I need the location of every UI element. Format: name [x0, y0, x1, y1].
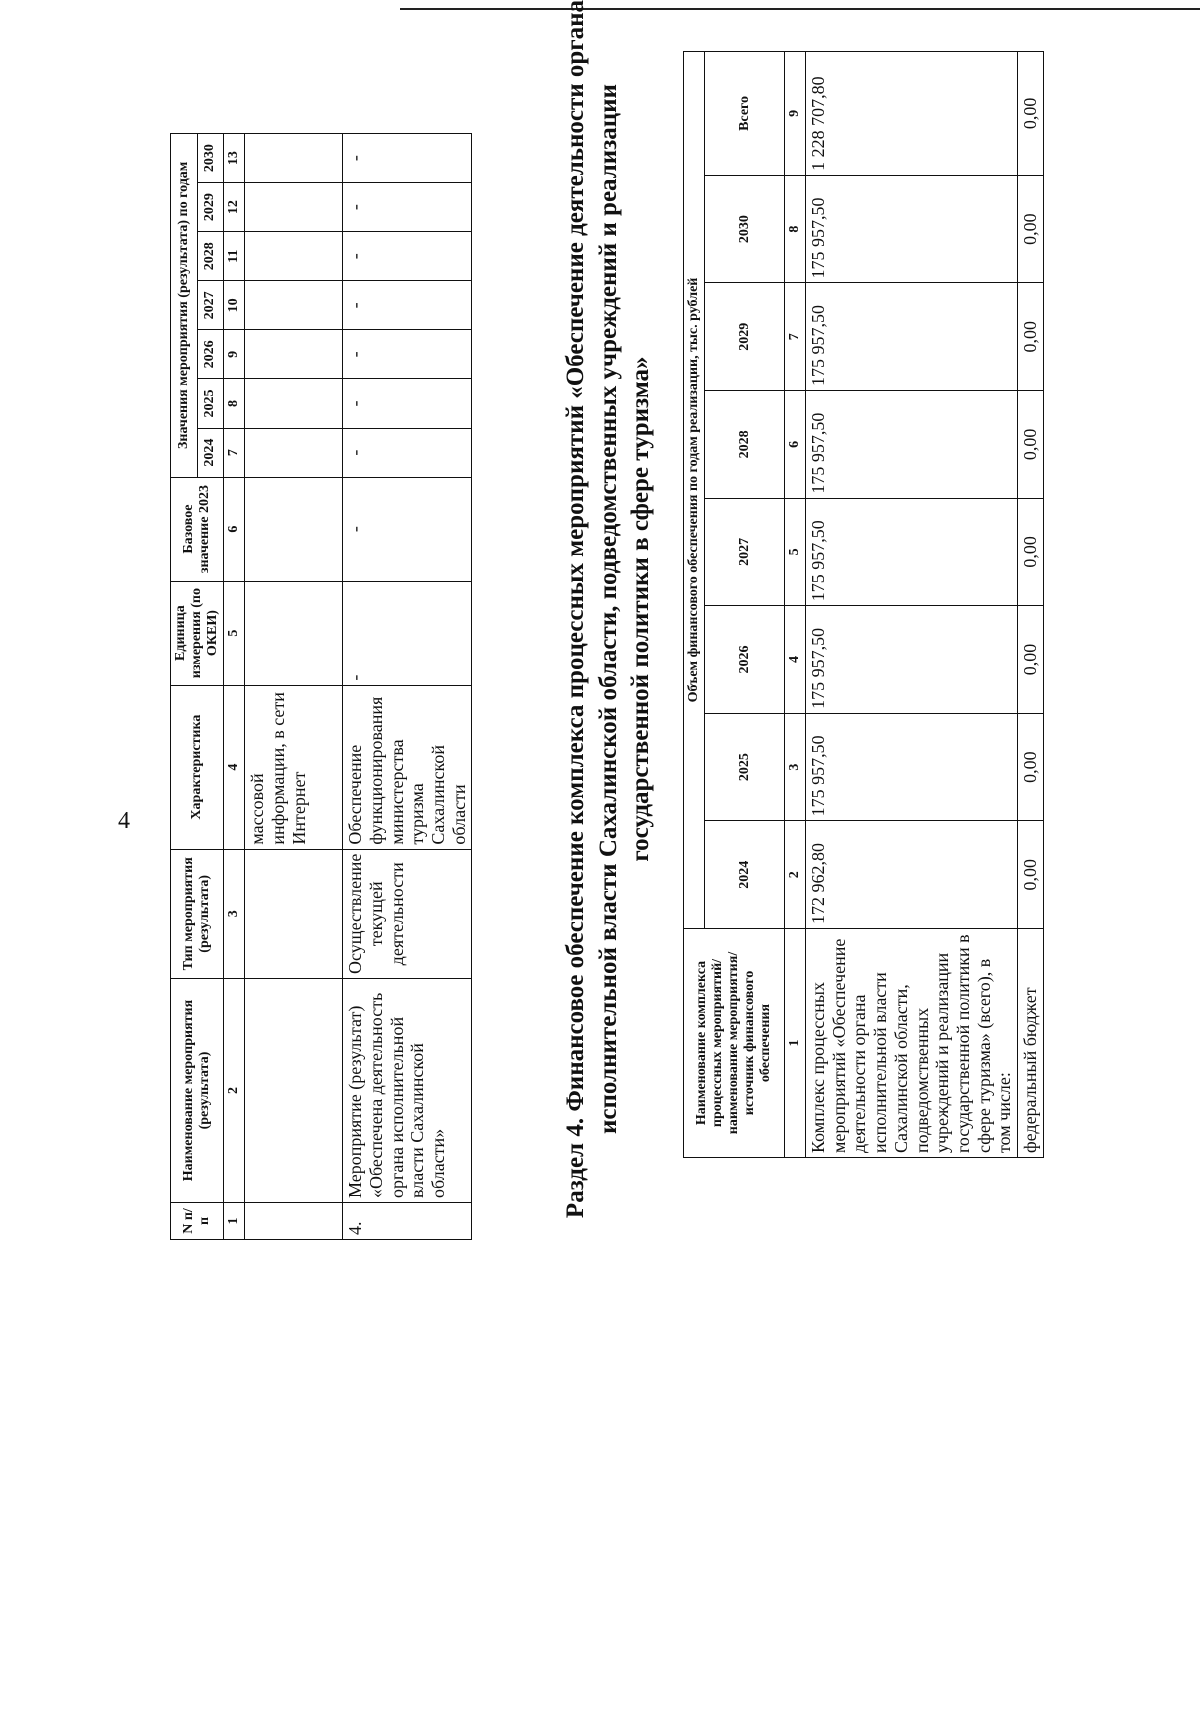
- activity-characteristic: Обеспечение функционирования министерства туризма Сахалинской области: [343, 685, 472, 849]
- activities-table: [170, 133, 472, 1240]
- col-number: 1: [785, 929, 806, 1158]
- value-cell: -: [343, 428, 472, 477]
- value-cell: -: [343, 281, 472, 330]
- amount-cell: 0,00: [1017, 713, 1043, 821]
- table2-column-numbers-row: [785, 52, 806, 1158]
- activity-name: Мероприятие (результат) «Обеспечена деятельность органа исполнительной власти Сахалинской области»: [343, 979, 472, 1203]
- amount-cell: 175 957,50: [806, 498, 1018, 606]
- col-number: 5: [224, 581, 245, 685]
- col-number: 10: [224, 281, 245, 330]
- amount-cell: 172 962,80: [806, 821, 1018, 929]
- total-cell: 1 228 707,80: [806, 52, 1018, 176]
- table2-header-row: [684, 52, 705, 1158]
- table-row: [1017, 52, 1043, 1158]
- col-number: 4: [224, 685, 245, 849]
- year-cell: 2027: [197, 281, 224, 330]
- complex-name: Комплекс процессных мероприятий «Обеспечение деятельности органа исполнительной власти Сахалинской области, подведомственных учреждений и реализации государственной политики в сфере туризма» (всего), в том числе:: [806, 929, 1018, 1158]
- header-name: Наименование мероприятия (результата): [171, 979, 224, 1203]
- empty-cell: [245, 232, 343, 281]
- amount-cell: 175 957,50: [806, 175, 1018, 283]
- activity-base: -: [343, 477, 472, 581]
- header-total: Всего: [705, 52, 785, 176]
- activity-type: Осуществление текущей деятельности: [343, 849, 472, 978]
- table1-continuation-row: [245, 134, 343, 1240]
- empty-cell: [245, 330, 343, 379]
- col-number: 9: [224, 330, 245, 379]
- empty-cell: [245, 477, 343, 581]
- amount-cell: 0,00: [1017, 606, 1043, 714]
- amount-cell: 175 957,50: [806, 606, 1018, 714]
- year-cell: 2030: [197, 134, 224, 183]
- table1-header-row: [171, 134, 198, 1240]
- year-cell: 2027: [705, 498, 785, 606]
- characteristic-cell: массовой информации, в сети Интернет: [245, 685, 343, 849]
- source-name: федеральный бюджет: [1017, 929, 1043, 1158]
- col-number: 4: [785, 606, 806, 714]
- header-values-by-year: Значения мероприятия (результата) по годам: [171, 134, 198, 478]
- year-cell: 2026: [705, 606, 785, 714]
- empty-cell: [245, 849, 343, 978]
- empty-cell: [245, 428, 343, 477]
- col-number: 3: [785, 713, 806, 821]
- year-cell: 2025: [197, 379, 224, 428]
- empty-cell: [245, 134, 343, 183]
- section-title: Раздел 4. Финансовое обеспечение комплекса процессных мероприятий «Обеспечение деятельности органа исполнительной власти Сахалинской области, подведомственных учреждений и реализации государственной политики в сфере туризма»: [562, 0, 654, 1219]
- header-volume: Объем финансового обеспечения по годам реализации, тыс. рублей: [684, 52, 705, 929]
- col-number: 2: [224, 979, 245, 1203]
- year-cell: 2028: [705, 391, 785, 499]
- header-base: Базовое значение 2023: [171, 477, 224, 581]
- year-cell: 2025: [705, 713, 785, 821]
- col-number: 6: [224, 477, 245, 581]
- header-type: Тип мероприятия (результата): [171, 849, 224, 978]
- activity-unit: -: [343, 581, 472, 685]
- empty-cell: [245, 379, 343, 428]
- amount-cell: 0,00: [1017, 175, 1043, 283]
- year-cell: 2030: [705, 175, 785, 283]
- value-cell: -: [343, 232, 472, 281]
- amount-cell: 175 957,50: [806, 283, 1018, 391]
- col-number: 13: [224, 134, 245, 183]
- col-number: 11: [224, 232, 245, 281]
- col-number: 7: [785, 283, 806, 391]
- col-number: 5: [785, 498, 806, 606]
- col-number: 6: [785, 391, 806, 499]
- year-cell: 2028: [197, 232, 224, 281]
- col-number: 1: [224, 1203, 245, 1240]
- empty-cell: [245, 979, 343, 1203]
- col-number: 2: [785, 821, 806, 929]
- value-cell: -: [343, 379, 472, 428]
- amount-cell: 0,00: [1017, 283, 1043, 391]
- col-number: 3: [224, 849, 245, 978]
- table-row: [806, 52, 1018, 1158]
- empty-cell: [245, 581, 343, 685]
- amount-cell: 0,00: [1017, 821, 1043, 929]
- col-number: 7: [224, 428, 245, 477]
- year-cell: 2029: [197, 183, 224, 232]
- table1-column-numbers-row: [224, 134, 245, 1240]
- year-cell: 2024: [197, 428, 224, 477]
- amount-cell: 0,00: [1017, 498, 1043, 606]
- year-cell: 2029: [705, 283, 785, 391]
- col-number: 12: [224, 183, 245, 232]
- header-characteristic: Характеристика: [171, 685, 224, 849]
- header-name: Наименование комплекса процессных мероприятий/наименование мероприятия/источник финансового обеспечения: [684, 929, 785, 1158]
- value-cell: -: [343, 183, 472, 232]
- empty-cell: [245, 281, 343, 330]
- page-number: 4: [118, 808, 130, 834]
- amount-cell: 0,00: [1017, 391, 1043, 499]
- total-cell: 0,00: [1017, 52, 1043, 176]
- amount-cell: 175 957,50: [806, 391, 1018, 499]
- col-number: 8: [224, 379, 245, 428]
- value-cell: -: [343, 330, 472, 379]
- amount-cell: 175 957,50: [806, 713, 1018, 821]
- empty-cell: [245, 1203, 343, 1240]
- financing-table: [683, 51, 1044, 1158]
- row-number: 4.: [343, 1203, 472, 1240]
- col-number: 8: [785, 175, 806, 283]
- header-unit: Единица измерения (по ОКЕИ): [171, 581, 224, 685]
- col-number: 9: [785, 52, 806, 176]
- value-cell: -: [343, 134, 472, 183]
- header-num: N п/п: [171, 1203, 224, 1240]
- year-cell: 2024: [705, 821, 785, 929]
- table-row: [343, 134, 472, 1240]
- empty-cell: [245, 183, 343, 232]
- year-cell: 2026: [197, 330, 224, 379]
